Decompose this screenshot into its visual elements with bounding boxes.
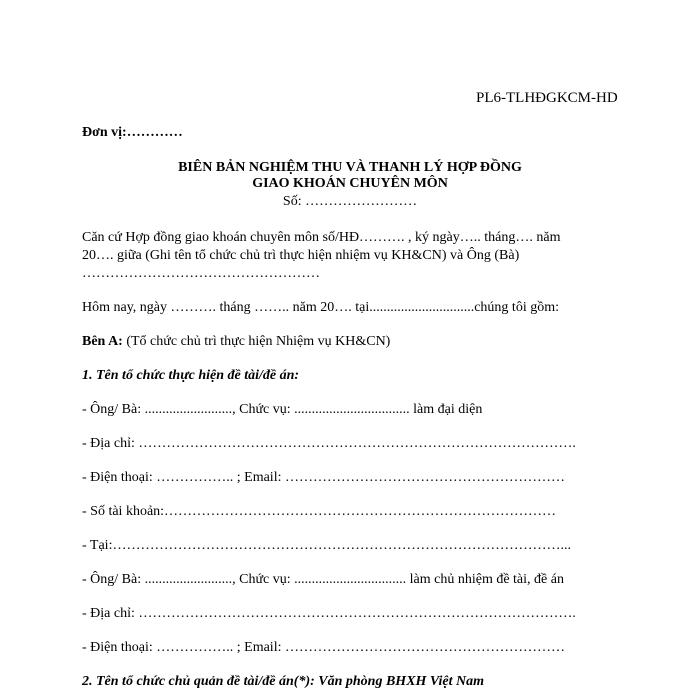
document-title-line-2: GIAO KHOÁN CHUYÊN MÔN: [252, 176, 448, 191]
intro-line-3: ……………………………………………: [82, 266, 320, 281]
field-representative: - Ông/ Bà: ........................., Chức vụ: ................................. làm đại diện: [82, 402, 483, 417]
today-line: Hôm nay, ngày ………. tháng …….. năm 20…. tại..............................chúng tôi gồm:: [82, 300, 559, 315]
document-number: Số: ……………………: [282, 194, 418, 209]
intro-line-2: 20…. giữa (Ghi tên tổ chức chủ trì thực hiện nhiệm vụ KH&CN) và Ông (Bà): [82, 248, 520, 263]
intro-line-1: Căn cứ Hợp đồng giao khoán chuyên môn số/HĐ………. , ký ngày….. tháng…. năm: [82, 230, 561, 245]
don-vi-value: …………: [126, 125, 183, 140]
party-a-label: Bên A:: [82, 334, 123, 349]
field-address: - Địa chỉ: ………………………………………………………………………………….: [82, 436, 576, 451]
party-a-line: [82, 334, 390, 350]
field-leader-phone-email: - Điện thoại: …………….. ; Email: ……………………………………………………: [82, 640, 565, 655]
party-a-description: (Tổ chức chủ trì thực hiện Nhiệm vụ KH&CN): [122, 334, 391, 349]
document-code: PL6-TLHĐGKCM-HD: [476, 90, 618, 106]
field-leader-address: - Địa chỉ: ………………………………………………………………………………….: [82, 606, 576, 621]
section-1-heading: 1. Tên tổ chức thực hiện đề tài/đề án:: [82, 368, 300, 383]
don-vi-label: Đơn vị:: [82, 125, 127, 140]
field-bank: - Tại:……………………………………………………………………………………...: [82, 538, 571, 553]
field-account-number: - Số tài khoản:…………………………………………………………………………: [82, 504, 557, 519]
don-vi-line: [82, 125, 183, 141]
document-title-line-1: BIÊN BẢN NGHIỆM THU VÀ THANH LÝ HỢP ĐỒNG: [178, 160, 522, 175]
section-2-heading: 2. Tên tổ chức chủ quản đề tài/đề án(*): Văn phòng BHXH Việt Nam: [82, 674, 484, 689]
field-project-leader: - Ông/ Bà: ........................., Chức vụ: ................................ làm chủ nhiệm đề tài, đề án: [82, 572, 564, 587]
field-phone-email: - Điện thoại: …………….. ; Email: ……………………………………………………: [82, 470, 565, 485]
